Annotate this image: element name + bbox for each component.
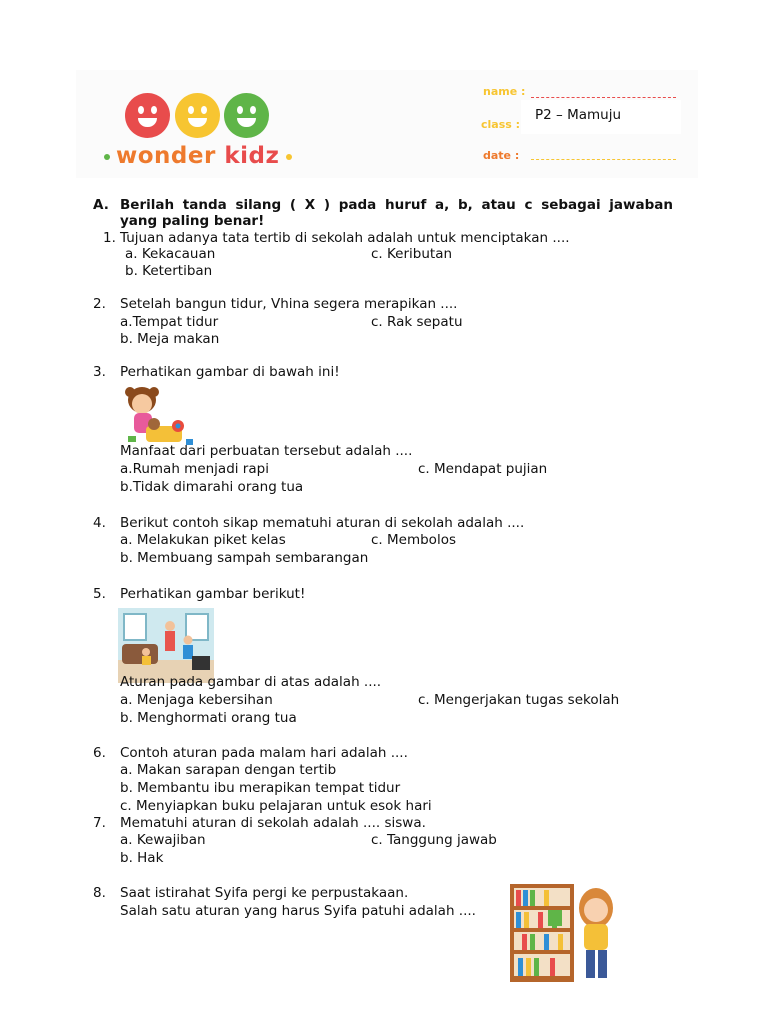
question-number: 3. bbox=[93, 364, 106, 380]
logo-dot-left bbox=[104, 154, 110, 160]
date-label: date : bbox=[483, 149, 520, 162]
option-a[interactable]: a. Menjaga kebersihan bbox=[120, 692, 273, 708]
logo-text bbox=[116, 143, 279, 169]
question-number: 7. bbox=[93, 815, 106, 831]
option-b[interactable]: b. Membantu ibu merapikan tempat tidur bbox=[120, 780, 401, 796]
option-c[interactable]: c. Rak sepatu bbox=[371, 314, 463, 330]
option-a[interactable]: a.Rumah menjadi rapi bbox=[120, 461, 269, 477]
question-text-2: Aturan pada gambar di atas adalah .... bbox=[120, 674, 382, 690]
question-number: 5. bbox=[93, 586, 106, 602]
option-a[interactable]: a. Kekacauan bbox=[125, 246, 216, 262]
question-text-2: Salah satu aturan yang harus Syifa patuhi adalah .... bbox=[120, 903, 476, 919]
option-b[interactable]: b. Menghormati orang tua bbox=[120, 710, 297, 726]
green-smiley-icon bbox=[224, 93, 269, 138]
girl-tidying-toys-image bbox=[120, 384, 198, 450]
question-text: Perhatikan gambar berikut! bbox=[120, 586, 306, 602]
worksheet-header bbox=[76, 70, 698, 178]
class-label: class : bbox=[481, 118, 521, 131]
yellow-smiley-icon bbox=[175, 93, 220, 138]
class-field[interactable] bbox=[521, 100, 681, 134]
question-number: 2. bbox=[93, 296, 106, 312]
question-text: Setelah bangun tidur, Vhina segera merapikan .... bbox=[120, 296, 458, 312]
option-b[interactable]: b. Meja makan bbox=[120, 331, 220, 347]
question-number: 8. bbox=[93, 885, 106, 901]
name-label: name : bbox=[483, 85, 526, 98]
family-living-room-image bbox=[118, 608, 214, 683]
option-b[interactable]: b. Ketertiban bbox=[125, 263, 213, 279]
option-b[interactable]: b. Hak bbox=[120, 850, 164, 866]
option-a[interactable]: a.Tempat tidur bbox=[120, 314, 219, 330]
logo-dot-right bbox=[286, 154, 292, 160]
girl-at-bookshelf-image bbox=[508, 880, 620, 986]
question-text: Contoh aturan pada malam hari adalah .... bbox=[120, 745, 408, 761]
section-instruction-line2: yang paling benar! bbox=[120, 213, 265, 229]
option-c[interactable]: c. Menyiapkan buku pelajaran untuk esok hari bbox=[120, 798, 432, 814]
section-instruction-line1: Berilah tanda silang ( X ) pada huruf a, b, atau c sebagai jawaban bbox=[120, 197, 673, 213]
class-value: P2 – Mamuju bbox=[535, 107, 621, 123]
date-line[interactable] bbox=[531, 159, 676, 160]
section-letter: A. bbox=[93, 197, 109, 213]
option-c[interactable]: c. Keributan bbox=[371, 246, 453, 262]
question-text: Mematuhi aturan di sekolah adalah .... siswa. bbox=[120, 815, 426, 831]
red-smiley-icon bbox=[125, 93, 170, 138]
question-text: Berikut contoh sikap mematuhi aturan di sekolah adalah .... bbox=[120, 515, 525, 531]
option-a[interactable]: a. Kewajiban bbox=[120, 832, 206, 848]
option-b[interactable]: b. Membuang sampah sembarangan bbox=[120, 550, 369, 566]
option-b[interactable]: b.Tidak dimarahi orang tua bbox=[120, 479, 304, 495]
question-number: 4. bbox=[93, 515, 106, 531]
question-number: 6. bbox=[93, 745, 106, 761]
option-c[interactable]: c. Tanggung jawab bbox=[371, 832, 497, 848]
option-c[interactable]: c. Membolos bbox=[371, 532, 456, 548]
question-text: Tujuan adanya tata tertib di sekolah adalah untuk menciptakan .... bbox=[120, 230, 570, 246]
logo-word-kidz: kidz bbox=[224, 143, 280, 169]
option-a[interactable]: a. Makan sarapan dengan tertib bbox=[120, 762, 337, 778]
question-text: Perhatikan gambar di bawah ini! bbox=[120, 364, 340, 380]
option-c[interactable]: c. Mendapat pujian bbox=[418, 461, 548, 477]
name-line[interactable] bbox=[531, 97, 676, 98]
logo-word-wonder: wonder bbox=[116, 143, 216, 169]
question-text: Saat istirahat Syifa pergi ke perpustakaan. bbox=[120, 885, 409, 901]
option-a[interactable]: a. Melakukan piket kelas bbox=[120, 532, 286, 548]
option-c[interactable]: c. Mengerjakan tugas sekolah bbox=[418, 692, 620, 708]
question-text-2: Manfaat dari perbuatan tersebut adalah .... bbox=[120, 443, 413, 459]
question-number: 1. bbox=[103, 230, 116, 246]
